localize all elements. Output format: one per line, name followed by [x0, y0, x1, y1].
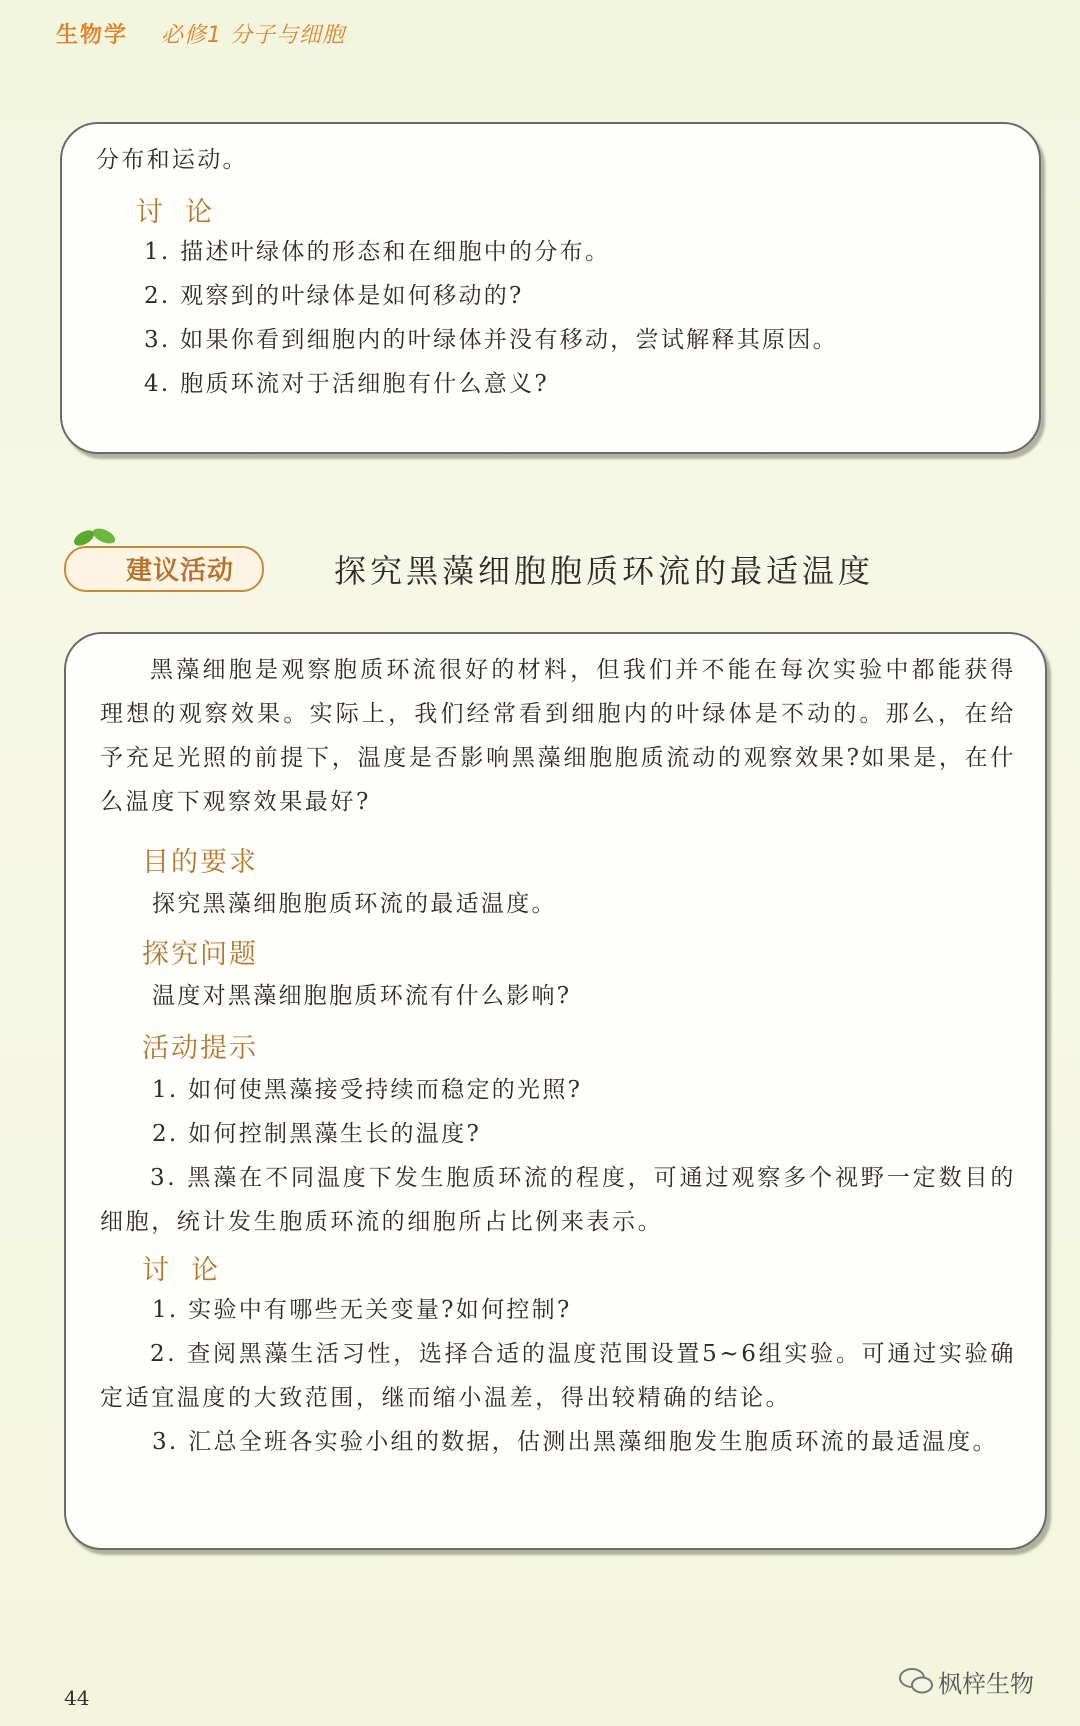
wechat-icon — [898, 1666, 934, 1696]
tip-2: 2. 如何控制黑藻生长的温度? — [152, 1121, 482, 1147]
discussion-heading-2: 讨论 — [142, 1255, 240, 1286]
discussion-2: 2. 查阅黑藻生活习性，选择合适的温度范围设置5~6组实验。可通过实验确定适宜温度的大致范围，继而缩小温差，得出较精确的结论。 — [100, 1341, 1016, 1411]
intro-tail: 分布和运动。 — [96, 147, 248, 173]
tip-3: 3. 黑藻在不同温度下发生胞质环流的程度，可通过观察多个视野一定数目的细胞，统计发生胞质环流的细胞所占比例来表示。 — [100, 1165, 1016, 1235]
discussion-box-top — [60, 122, 1041, 454]
activity-banner — [56, 516, 266, 596]
activity-box — [64, 632, 1047, 1550]
goal-text: 探究黑藻细胞胞质环流的最适温度。 — [152, 891, 557, 917]
discussion-1: 1. 实验中有哪些无关变量?如何控制? — [152, 1297, 572, 1323]
question-heading: 探究问题 — [142, 939, 258, 970]
question-4: 4. 胞质环流对于活细胞有什么意义? — [144, 371, 549, 397]
activity-intro: 黑藻细胞是观察胞质环流很好的材料，但我们并不能在每次实验中都能获得理想的观察效果。实际上，我们经常看到细胞内的叶绿体是不动的。那么，在给予充足光照的前提下，温度是否影响黑藻细胞胞质流动的观察效果?如果是，在什么温度下观察效果最好? — [100, 657, 1016, 815]
goal-heading: 目的要求 — [142, 847, 258, 878]
subject-name: 生物学 — [56, 23, 129, 48]
question-text: 温度对黑藻细胞胞质环流有什么影响? — [152, 983, 572, 1009]
question-1: 1. 描述叶绿体的形态和在细胞中的分布。 — [144, 239, 611, 265]
page-number: 44 — [64, 1686, 90, 1710]
discussion-3: 3. 汇总全班各实验小组的数据，估测出黑藻细胞发生胞质环流的最适温度。 — [152, 1429, 998, 1455]
question-2: 2. 观察到的叶绿体是如何移动的? — [144, 283, 524, 309]
discussion-heading: 讨论 — [136, 197, 234, 228]
tip-1: 1. 如何使黑藻接受持续而稳定的光照? — [152, 1077, 583, 1103]
activity-title: 探究黑藻细胞胞质环流的最适温度 — [334, 552, 875, 590]
activity-badge-label: 建议活动 — [126, 556, 235, 586]
question-3: 3. 如果你看到细胞内的叶绿体并没有移动，尝试解释其原因。 — [144, 327, 838, 353]
watermark — [898, 1660, 1048, 1700]
tips-heading: 活动提示 — [142, 1033, 258, 1064]
watermark-text: 枫梓生物 — [938, 1670, 1034, 1698]
volume-name: 必修1 分子与细胞 — [161, 23, 346, 48]
running-header — [56, 18, 345, 49]
